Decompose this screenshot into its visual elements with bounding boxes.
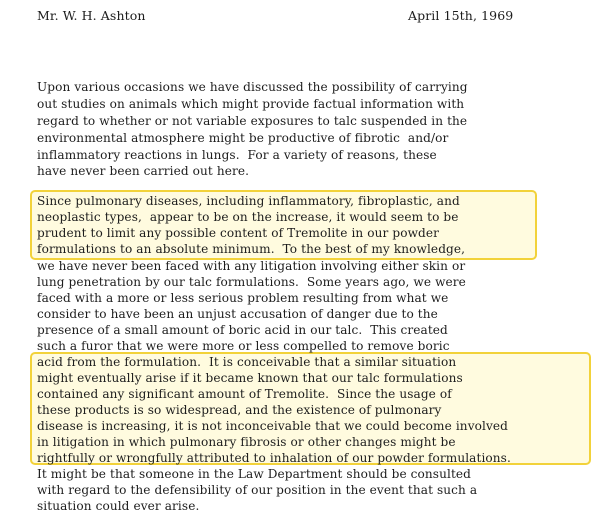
paragraph-line: such a furor that we were more or less compelled to remove boric: [37, 339, 450, 353]
paragraph-line: formulations to an absolute minimum. To the best of my knowledge,: [37, 242, 466, 256]
paragraph-line: situation could ever arise.: [37, 499, 200, 513]
paragraph-line: Upon various occasions we have discussed the possibility of carrying: [37, 80, 468, 94]
paragraph-line: might eventually arise if it became known that our talc formulations: [37, 371, 463, 385]
recipient-name: Mr. W. H. Ashton: [37, 8, 146, 23]
paragraph-line: regard to whether or not variable exposures to talc suspended in the: [37, 114, 468, 128]
paragraph-line: acid from the formulation. It is conceivable that a similar situation: [37, 355, 457, 369]
paragraph-line: out studies on animals which might provide factual information with: [37, 97, 465, 111]
paragraph-line: disease is increasing, it is not inconceivable that we could become involved: [37, 419, 509, 433]
paragraph-line: prudent to limit any possible content of Tremolite in our powder: [37, 226, 440, 240]
paragraph-line: contained any significant amount of Tremolite. Since the usage of: [37, 387, 452, 401]
paragraph-line: Since pulmonary diseases, including inflammatory, fibroplastic, and: [37, 194, 460, 208]
paragraph-line: with regard to the defensibility of our position in the event that such a: [37, 483, 478, 497]
paragraph-line: have never been carried out here.: [37, 164, 250, 178]
paragraph-line: environmental atmosphere might be productive of fibrotic and/or: [37, 131, 449, 145]
paragraph-line: lung penetration by our talc formulations. Some years ago, we were: [37, 275, 466, 289]
paragraph-line: rightfully or wrongfully attributed to inhalation of our powder formulations.: [37, 451, 511, 465]
paragraph-line: consider to have been an unjust accusation of danger due to the: [37, 307, 438, 321]
memo-date: April 15th, 1969: [408, 8, 514, 23]
paragraph-line: in litigation in which pulmonary fibrosis or other changes might be: [37, 435, 456, 449]
paragraph-line: we have never been faced with any litigation involving either skin or: [37, 259, 466, 273]
paragraph-line: presence of a small amount of boric acid in our talc. This created: [37, 323, 448, 337]
paragraph-line: faced with a more or less serious problem resulting from what we: [37, 291, 449, 305]
paragraph-line: these products is so widespread, and the existence of pulmonary: [37, 403, 442, 417]
paragraph-line: inflammatory reactions in lungs. For a variety of reasons, these: [37, 148, 437, 162]
paragraph-line: neoplastic types, appear to be on the increase, it would seem to be: [37, 210, 459, 224]
paragraph-line: It might be that someone in the Law Department should be consulted: [37, 467, 472, 481]
